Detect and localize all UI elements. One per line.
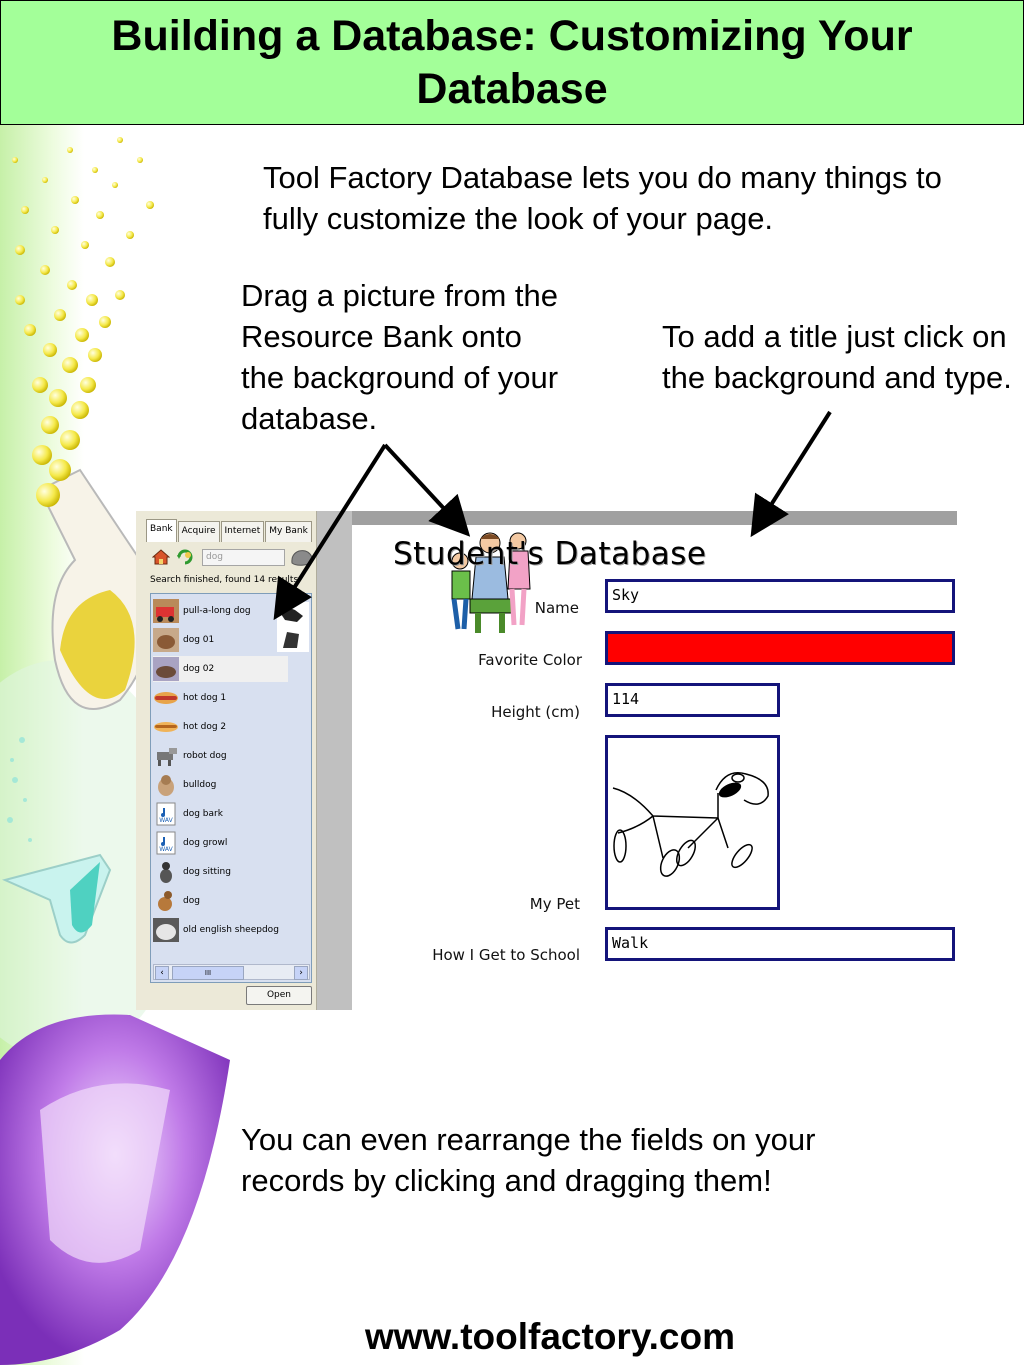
school-field[interactable]: Walk: [605, 927, 955, 961]
scroll-left-icon[interactable]: ‹: [155, 966, 169, 980]
list-item[interactable]: [153, 598, 288, 624]
wav-icon: [153, 802, 179, 826]
list-item-label: hot dog 1: [183, 693, 227, 703]
list-item-label: dog growl: [183, 838, 228, 848]
list-item-label: dog bark: [183, 809, 223, 819]
refresh-icon[interactable]: [176, 549, 194, 565]
field-label-name: Name: [534, 599, 579, 617]
dog-drawing-icon: [608, 738, 777, 907]
bulldog-icon: [153, 773, 179, 797]
search-input[interactable]: dog: [202, 549, 285, 566]
scrollbar-thumb[interactable]: III: [172, 966, 244, 980]
list-item[interactable]: [153, 743, 288, 769]
database-screenshot: [136, 511, 957, 1010]
resource-bank-tabs: [146, 521, 313, 541]
hotdog-icon: [153, 715, 179, 739]
list-item-label: dog sitting: [183, 867, 231, 877]
list-item-label: pull-a-long dog: [183, 606, 251, 616]
bank-toolbar: [150, 547, 315, 569]
tab-internet[interactable]: Internet: [221, 521, 265, 542]
tab-bank[interactable]: Bank: [146, 519, 177, 542]
list-item[interactable]: [153, 772, 288, 798]
add-title-note: To add a title just click on the background and type.: [662, 319, 1012, 395]
field-label-pet: My Pet: [529, 895, 580, 913]
panel-divider[interactable]: [317, 511, 352, 1010]
horizontal-scrollbar[interactable]: [153, 964, 310, 980]
list-item-label: dog: [183, 896, 200, 906]
wav-icon: [153, 831, 179, 855]
list-item[interactable]: [153, 801, 288, 827]
svg-text:WAV: WAV: [159, 817, 173, 824]
list-item-label: hot dog 2: [183, 722, 227, 732]
hotdog-icon: [153, 686, 179, 710]
list-item-label: dog 02: [183, 664, 215, 674]
website-url[interactable]: www.toolfactory.com: [364, 1316, 736, 1357]
favorite-color-field[interactable]: [605, 631, 955, 665]
database-title[interactable]: Student's Database: [393, 536, 707, 572]
list-item[interactable]: [153, 714, 288, 740]
drag-picture-note: Drag a picture from the Resource Bank onto the background of your database.: [241, 278, 559, 436]
robot-dog-icon: [153, 744, 179, 768]
dog-photo-icon: [153, 628, 179, 652]
list-item[interactable]: [153, 917, 288, 943]
list-item[interactable]: [153, 859, 288, 885]
open-button[interactable]: Open: [246, 986, 312, 1005]
svg-text:WAV: WAV: [159, 846, 173, 853]
dog-photo-icon: [153, 657, 179, 681]
sheepdog-icon: [153, 918, 179, 942]
list-item[interactable]: [153, 685, 288, 711]
dog-photo-icon: [153, 599, 179, 623]
search-status: Search finished, found 14 results: [150, 575, 299, 585]
resource-bank-panel: [136, 511, 317, 1010]
tab-my-bank[interactable]: My Bank: [265, 521, 312, 542]
rearrange-note: You can even rearrange the fields on your records by clicking and dragging them!: [241, 1122, 816, 1198]
list-item[interactable]: [153, 627, 288, 653]
resource-list[interactable]: [150, 593, 312, 983]
list-item-label: bulldog: [183, 780, 217, 790]
home-icon[interactable]: [152, 549, 170, 565]
list-item-label: old english sheepdog: [183, 925, 279, 935]
title-bar: [0, 0, 1024, 125]
height-field[interactable]: 114: [605, 683, 780, 717]
tab-acquire[interactable]: Acquire: [178, 521, 220, 542]
field-label-favorite-color: Favorite Color: [478, 651, 582, 669]
list-item-label: dog 01: [183, 635, 215, 645]
slide-title: Building a Database: Customizing Your Database: [111, 11, 913, 113]
dog-icon: [153, 889, 179, 913]
pet-picture-field[interactable]: [605, 735, 780, 910]
intro-text: Tool Factory Database lets you do many things to fully customize the look of your page.: [263, 160, 942, 236]
field-label-height: Height (cm): [491, 703, 580, 721]
list-item[interactable]: [153, 830, 288, 856]
name-field[interactable]: Sky: [605, 579, 955, 613]
search-rock-icon[interactable]: [290, 547, 314, 567]
list-item[interactable]: [153, 888, 288, 914]
list-item[interactable]: [153, 656, 288, 682]
field-label-school: How I Get to School: [432, 946, 580, 964]
scroll-right-icon[interactable]: ›: [294, 966, 308, 980]
list-item-label: robot dog: [183, 751, 227, 761]
dog-sitting-icon: [153, 860, 179, 884]
canvas-top-edge: [352, 511, 957, 525]
